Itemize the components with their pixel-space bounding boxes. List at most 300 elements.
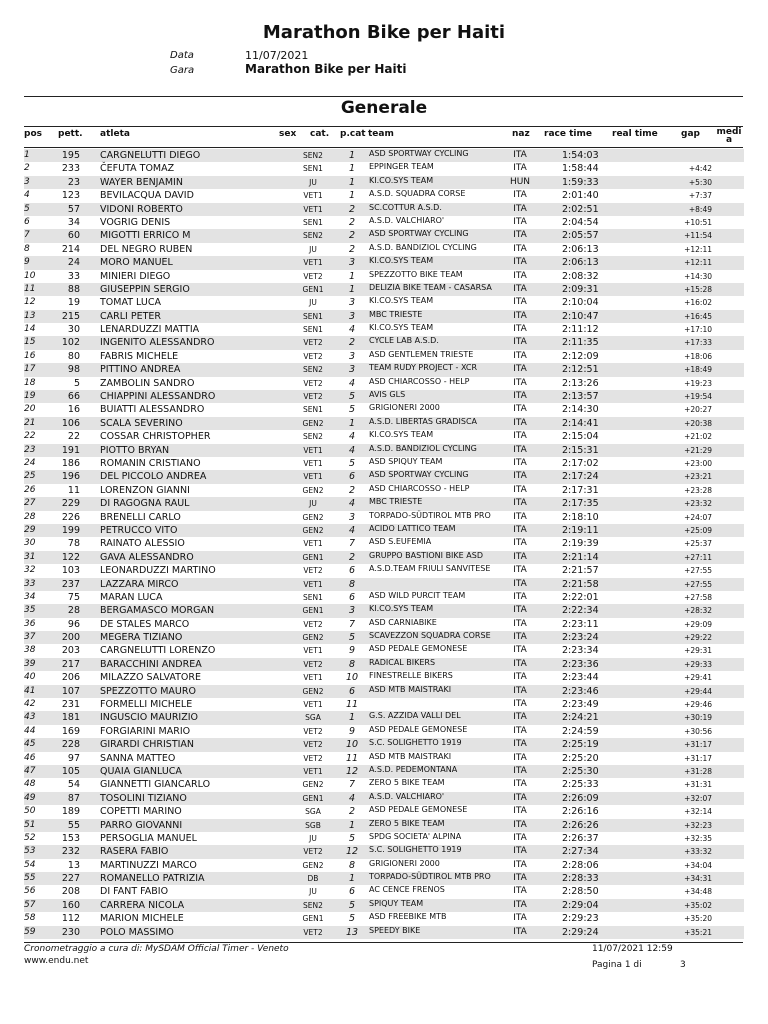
row-pos: 58 — [24, 913, 36, 924]
row-cat: JU — [309, 177, 317, 187]
row-naz: ITA — [513, 203, 527, 214]
row-gap: +12:11 — [684, 258, 712, 268]
row-athlete: INGUSCIO MAURIZIO — [100, 712, 199, 724]
row-team: ASD MTB MAISTRAKI — [369, 751, 452, 761]
row-naz: ITA — [513, 457, 527, 468]
row-race-time: 2:18:10 — [562, 511, 599, 523]
row-race-time: 2:21:58 — [562, 578, 599, 590]
row-pcat: 8 — [348, 658, 356, 670]
row-pett: 87 — [67, 792, 80, 804]
table-row — [24, 845, 744, 858]
row-pcat: 5 — [348, 899, 356, 911]
row-naz: ITA — [513, 591, 527, 602]
row-race-time: 2:23:11 — [562, 618, 599, 630]
row-pcat: 1 — [348, 270, 356, 282]
row-athlete: POLO MASSIMO — [100, 926, 174, 938]
row-pos: 15 — [24, 337, 36, 348]
row-pos: 54 — [24, 859, 36, 870]
row-pett: 191 — [61, 444, 80, 456]
row-athlete: GAVA ALESSANDRO — [100, 551, 194, 563]
row-cat: VET1 — [303, 766, 323, 776]
row-pett: 123 — [61, 190, 80, 202]
row-race-time: 2:25:20 — [562, 752, 599, 764]
row-pcat: 2 — [348, 230, 356, 242]
row-team: TEAM RUDY PROJECT - XCR — [369, 363, 478, 373]
table-row — [24, 698, 744, 711]
row-pett: 66 — [67, 391, 80, 403]
row-cat: GEN2 — [302, 512, 324, 522]
row-pcat: 7 — [348, 538, 356, 550]
row-pett: 232 — [61, 846, 80, 858]
row-pett: 189 — [61, 806, 80, 818]
row-team: KI.CO.SYS TEAM — [369, 296, 434, 306]
row-team: CYCLE LAB A.S.D. — [369, 336, 439, 346]
table-row — [24, 738, 744, 751]
table-row — [24, 765, 744, 778]
row-pcat: 3 — [348, 364, 356, 376]
row-gap: +27:55 — [684, 566, 712, 576]
row-gap: +30:19 — [684, 713, 712, 723]
row-pcat: 12 — [346, 846, 359, 858]
row-race-time: 1:59:33 — [562, 176, 599, 188]
row-gap: +8:49 — [688, 204, 712, 214]
row-gap: +34:04 — [684, 860, 712, 870]
row-cat: VET1 — [303, 445, 323, 455]
row-naz: ITA — [513, 739, 527, 750]
row-gap: +31:28 — [684, 766, 712, 776]
row-team: EPPINGER TEAM — [369, 162, 434, 172]
table-row — [24, 363, 744, 376]
table-row — [24, 805, 744, 818]
row-pcat: 7 — [348, 779, 356, 791]
row-pos: 29 — [24, 524, 36, 535]
table-row — [24, 470, 744, 483]
row-pcat: 4 — [348, 444, 356, 456]
table-row — [24, 390, 744, 403]
row-pos: 14 — [24, 324, 36, 335]
row-team: ASD GENTLEMEN TRIESTE — [369, 349, 474, 359]
table-row — [24, 270, 744, 283]
row-athlete: CARRERA NICOLA — [100, 899, 185, 911]
row-gap: +35:20 — [684, 914, 712, 924]
row-team: KI.CO.SYS TEAM — [369, 175, 434, 185]
row-pcat: 1 — [348, 819, 356, 831]
row-naz: ITA — [513, 431, 527, 442]
row-pett: 208 — [61, 886, 80, 898]
row-pos: 52 — [24, 832, 36, 843]
row-pos: 26 — [24, 484, 36, 495]
row-athlete: CARLI PETER — [100, 310, 161, 322]
row-cat: VET1 — [303, 539, 323, 549]
row-athlete: BRENELLI CARLO — [100, 511, 181, 523]
col-real-time: real time — [612, 129, 658, 139]
row-athlete: TOMAT LUCA — [100, 297, 161, 309]
row-race-time: 2:17:35 — [562, 498, 599, 510]
row-pett: 122 — [61, 551, 80, 563]
row-athlete: LORENZON GIANNI — [100, 484, 190, 496]
row-team: DELIZIA BIKE TEAM - CASARSA — [369, 282, 492, 292]
row-pett: 169 — [61, 725, 80, 737]
row-cat: SEN1 — [303, 311, 323, 321]
row-gap: +31:17 — [684, 740, 712, 750]
row-pos: 39 — [24, 658, 36, 669]
table-row — [24, 926, 744, 939]
row-gap: +18:06 — [684, 351, 712, 361]
row-gap: +29:22 — [684, 633, 712, 643]
row-cat: SEN1 — [303, 592, 323, 602]
row-naz: ITA — [513, 511, 527, 522]
row-race-time: 2:28:33 — [562, 873, 599, 885]
row-team: ASD PEDALE GEMONESE — [369, 805, 468, 815]
row-cat: VET1 — [303, 579, 323, 589]
row-pett: 107 — [61, 685, 80, 697]
row-cat: SGA — [305, 713, 321, 723]
row-team: KI.CO.SYS TEAM — [369, 604, 434, 614]
row-athlete: MIGOTTI ERRICO M — [100, 230, 191, 242]
date-label: Data — [170, 50, 194, 61]
row-athlete: LENARDUZZI MATTIA — [100, 324, 200, 336]
row-naz: ITA — [513, 819, 527, 830]
row-team: A.S.D. PEDEMONTANA — [369, 764, 458, 774]
row-pcat: 11 — [346, 752, 359, 764]
row-team: TORPADO-SÜDTIROL MTB PRO — [369, 510, 491, 520]
row-cat: SEN2 — [303, 900, 323, 910]
row-pett: 5 — [73, 377, 80, 389]
row-pos: 59 — [24, 926, 36, 937]
row-cat: VET2 — [303, 271, 323, 281]
row-gap: +29:41 — [684, 673, 712, 683]
row-race-time: 2:29:23 — [562, 913, 599, 925]
row-pcat: 6 — [348, 591, 356, 603]
row-naz: ITA — [513, 886, 527, 897]
row-naz: ITA — [513, 605, 527, 616]
row-race-time: 2:13:57 — [562, 391, 599, 403]
row-naz: ITA — [513, 283, 527, 294]
row-naz: ITA — [513, 806, 527, 817]
row-athlete: MARION MICHELE — [100, 913, 184, 925]
row-race-time: 2:14:41 — [562, 417, 599, 429]
row-athlete: LAZZARA MIRCO — [100, 578, 179, 590]
row-pos: 50 — [24, 806, 36, 817]
row-cat: GEN2 — [302, 525, 324, 535]
row-pos: 42 — [24, 699, 36, 710]
row-pcat: 6 — [348, 685, 356, 697]
row-cat: SEN1 — [303, 325, 323, 335]
row-gap: +21:29 — [684, 445, 712, 455]
row-naz: ITA — [513, 658, 527, 669]
row-cat: VET1 — [303, 472, 323, 482]
row-race-time: 2:23:44 — [562, 672, 599, 684]
row-cat: VET1 — [303, 700, 323, 710]
row-team: ZERO 5 BIKE TEAM — [369, 778, 445, 788]
row-team: KI.CO.SYS TEAM — [369, 256, 434, 266]
row-pett: 186 — [61, 457, 80, 469]
row-race-time: 2:24:59 — [562, 725, 599, 737]
row-gap: +19:54 — [684, 392, 712, 402]
row-pcat: 9 — [348, 725, 356, 737]
row-athlete: QUAIA GIANLUCA — [100, 765, 182, 777]
row-athlete: LEONARDUZZI MARTINO — [100, 565, 216, 577]
row-pcat: 2 — [348, 484, 356, 496]
row-gap: +25:37 — [684, 539, 712, 549]
row-naz: ITA — [513, 216, 527, 227]
row-pett: 75 — [67, 591, 80, 603]
row-cat: GEN2 — [302, 485, 324, 495]
row-pos: 9 — [24, 257, 30, 268]
row-cat: GEN1 — [302, 606, 324, 616]
row-race-time: 2:25:33 — [562, 779, 599, 791]
row-naz: ITA — [513, 524, 527, 535]
row-gap: +5:30 — [688, 177, 712, 187]
table-row — [24, 256, 744, 269]
row-team: ASD MTB MAISTRAKI — [369, 684, 452, 694]
row-gap: +29:31 — [684, 646, 712, 656]
row-pos: 11 — [24, 283, 36, 294]
row-athlete: INGENITO ALESSANDRO — [100, 337, 215, 349]
table-row — [24, 551, 744, 564]
row-pcat: 2 — [348, 216, 356, 228]
date-value: 11/07/2021 — [245, 49, 309, 62]
row-pos: 24 — [24, 457, 36, 468]
row-race-time: 2:19:39 — [562, 538, 599, 550]
row-gap: +29:46 — [684, 700, 712, 710]
row-pos: 23 — [24, 444, 36, 455]
row-naz: ITA — [513, 685, 527, 696]
row-athlete: RASERA FABIO — [100, 846, 169, 858]
col-race-time: race time — [544, 129, 592, 139]
row-athlete: MARTINUZZI MARCO — [100, 859, 197, 871]
table-row — [24, 564, 744, 577]
row-race-time: 2:29:04 — [562, 899, 599, 911]
row-race-time: 2:26:09 — [562, 792, 599, 804]
row-gap: +31:31 — [684, 780, 712, 790]
row-gap: +17:33 — [684, 338, 712, 348]
row-pos: 10 — [24, 270, 36, 281]
row-pcat: 3 — [348, 605, 356, 617]
table-row — [24, 243, 744, 256]
row-pcat: 12 — [346, 765, 359, 777]
row-athlete: BERGAMASCO MORGAN — [100, 605, 215, 617]
header-divider — [24, 96, 743, 97]
row-pcat: 5 — [348, 913, 356, 925]
row-cat: VET2 — [303, 726, 323, 736]
row-pos: 41 — [24, 685, 36, 696]
row-pos: 13 — [24, 310, 36, 321]
row-pos: 4 — [24, 190, 30, 201]
table-row — [24, 578, 744, 591]
row-team: ASD CHIARCOSSO - HELP — [369, 483, 470, 493]
table-row — [24, 711, 744, 724]
row-pcat: 1 — [348, 712, 356, 724]
table-row — [24, 671, 744, 684]
row-cat: VET2 — [303, 378, 323, 388]
row-athlete: COSSAR CHRISTOPHER — [100, 431, 211, 443]
row-team: SC.COTTUR A.S.D. — [369, 202, 442, 212]
row-pcat: 13 — [346, 926, 359, 938]
row-cat: SGA — [305, 807, 321, 817]
table-row — [24, 189, 744, 202]
row-athlete: DI FANT FABIO — [100, 886, 169, 898]
row-pcat: 6 — [348, 565, 356, 577]
table-row — [24, 203, 744, 216]
footer-divider — [24, 942, 743, 943]
table-row — [24, 229, 744, 242]
document-title: Marathon Bike per Haiti — [262, 22, 506, 43]
row-pcat: 1 — [348, 176, 356, 188]
row-team: ASD SPORTWAY CYCLING — [369, 470, 469, 480]
row-pos: 21 — [24, 417, 36, 428]
row-pett: 54 — [67, 779, 80, 791]
row-pcat: 1 — [348, 873, 356, 885]
row-pett: 203 — [61, 645, 80, 657]
row-team: S.C. SOLIGHETTO 1919 — [369, 738, 462, 748]
row-pcat: 2 — [348, 551, 356, 563]
row-gap: +33:32 — [684, 847, 712, 857]
row-cat: VET2 — [303, 351, 323, 361]
site-link[interactable]: www.endu.net — [24, 956, 89, 966]
row-race-time: 2:11:35 — [562, 337, 599, 349]
row-pcat: 1 — [348, 150, 356, 161]
row-athlete: CARGNELUTTI LORENZO — [100, 645, 216, 657]
row-pos: 8 — [24, 243, 30, 254]
row-pett: 206 — [61, 672, 80, 684]
row-naz: ITA — [513, 310, 527, 321]
row-pos: 37 — [24, 632, 36, 643]
row-naz: ITA — [513, 699, 527, 710]
row-race-time: 2:02:51 — [562, 203, 599, 215]
row-pos: 56 — [24, 886, 36, 897]
row-athlete: DE STALES MARCO — [100, 618, 190, 630]
row-pcat: 6 — [348, 886, 356, 898]
row-naz: ITA — [513, 832, 527, 843]
row-gap: +24:07 — [684, 512, 712, 522]
row-pos: 47 — [24, 765, 36, 776]
row-pett: 55 — [67, 819, 80, 831]
row-pett: 97 — [67, 752, 80, 764]
row-naz: ITA — [513, 913, 527, 924]
row-naz: ITA — [513, 672, 527, 683]
row-athlete: VOGRIG DENIS — [100, 216, 171, 228]
row-pos: 57 — [24, 899, 36, 910]
row-pcat: 10 — [346, 672, 359, 684]
row-cat: GEN1 — [302, 552, 324, 562]
row-team: ASD PEDALE GEMONESE — [369, 724, 468, 734]
row-naz: ITA — [513, 632, 527, 643]
row-athlete: GIANNETTI GIANCARLO — [100, 779, 211, 791]
row-pett: 226 — [61, 511, 80, 523]
row-team: AVIS GLS — [369, 390, 406, 400]
row-pett: 23 — [67, 176, 80, 188]
row-race-time: 2:23:49 — [562, 699, 599, 711]
table-row — [24, 752, 744, 765]
row-naz: ITA — [513, 270, 527, 281]
row-athlete: MEGERA TIZIANO — [100, 632, 183, 644]
row-athlete: FABRIS MICHELE — [100, 350, 179, 362]
row-pcat: 7 — [348, 618, 356, 630]
row-cat: SEN1 — [303, 405, 323, 415]
row-gap: +14:30 — [684, 271, 712, 281]
table-row — [24, 296, 744, 309]
row-pett: 199 — [61, 524, 80, 536]
row-pcat: 1 — [348, 163, 356, 175]
row-team: ASD SPIQUY TEAM — [369, 456, 443, 466]
row-gap: +30:56 — [684, 726, 712, 736]
row-race-time: 2:28:06 — [562, 859, 599, 871]
row-gap: +32:23 — [684, 820, 712, 830]
row-athlete: MORO MANUEL — [100, 257, 173, 269]
race-value: Marathon Bike per Haiti — [245, 62, 407, 76]
table-row — [24, 162, 744, 175]
table-row — [24, 725, 744, 738]
row-naz: ITA — [513, 471, 527, 482]
table-row — [24, 644, 744, 657]
row-cat: VET2 — [303, 619, 323, 629]
table-row — [24, 618, 744, 631]
row-gap: +20:38 — [684, 418, 712, 428]
row-athlete: ZAMBOLIN SANDRO — [100, 377, 195, 389]
row-pett: 195 — [61, 150, 80, 161]
row-gap: +10:51 — [684, 217, 712, 227]
row-cat: VET2 — [303, 753, 323, 763]
row-naz: ITA — [513, 779, 527, 790]
row-pcat: 6 — [348, 471, 356, 483]
row-cat: JU — [309, 887, 317, 897]
row-pos: 33 — [24, 578, 36, 589]
row-athlete: BUIATTI ALESSANDRO — [100, 404, 205, 416]
row-athlete: RAINATO ALESSIO — [100, 538, 185, 550]
row-pett: 13 — [67, 859, 80, 871]
row-team: ASD CARNIABIKE — [369, 617, 437, 627]
row-athlete: ČEFUTA TOMAZ — [100, 163, 175, 175]
row-pett: 98 — [67, 364, 80, 376]
row-naz: ITA — [513, 324, 527, 335]
row-gap: +32:14 — [684, 807, 712, 817]
row-pcat: 5 — [348, 632, 356, 644]
row-gap: +34:31 — [684, 874, 712, 884]
row-team: SPIQUY TEAM — [369, 898, 424, 908]
row-gap: +29:44 — [684, 686, 712, 696]
row-naz: ITA — [513, 765, 527, 776]
row-team: ZERO 5 BIKE TEAM — [369, 818, 445, 828]
row-team: A.S.D. SQUADRA CORSE — [369, 189, 466, 199]
table-row — [24, 604, 744, 617]
table-row — [24, 377, 744, 390]
row-pos: 48 — [24, 779, 36, 790]
row-pos: 19 — [24, 391, 36, 402]
row-race-time: 2:26:37 — [562, 832, 599, 844]
row-naz: ITA — [513, 792, 527, 803]
row-pos: 5 — [24, 203, 30, 214]
table-row — [24, 778, 744, 791]
row-pett: 102 — [61, 337, 80, 349]
table-row — [24, 350, 744, 363]
row-athlete: WAYER BENJAMIN — [100, 176, 183, 188]
row-race-time: 2:23:36 — [562, 658, 599, 670]
row-team: ASD PEDALE GEMONESE — [369, 644, 468, 654]
row-pos: 3 — [24, 176, 30, 187]
row-race-time: 2:27:34 — [562, 846, 599, 858]
row-athlete: MINIERI DIEGO — [100, 270, 171, 282]
row-cat: VET2 — [303, 659, 323, 669]
row-pcat: 3 — [348, 297, 356, 309]
row-gap: +18:49 — [684, 365, 712, 375]
row-race-time: 2:11:12 — [562, 324, 599, 336]
row-team: SPEEDY BIKE — [369, 925, 421, 935]
row-pett: 214 — [61, 243, 80, 255]
table-row — [24, 430, 744, 443]
print-timestamp: 11/07/2021 12:59 — [592, 944, 673, 954]
row-race-time: 1:58:44 — [562, 163, 599, 175]
